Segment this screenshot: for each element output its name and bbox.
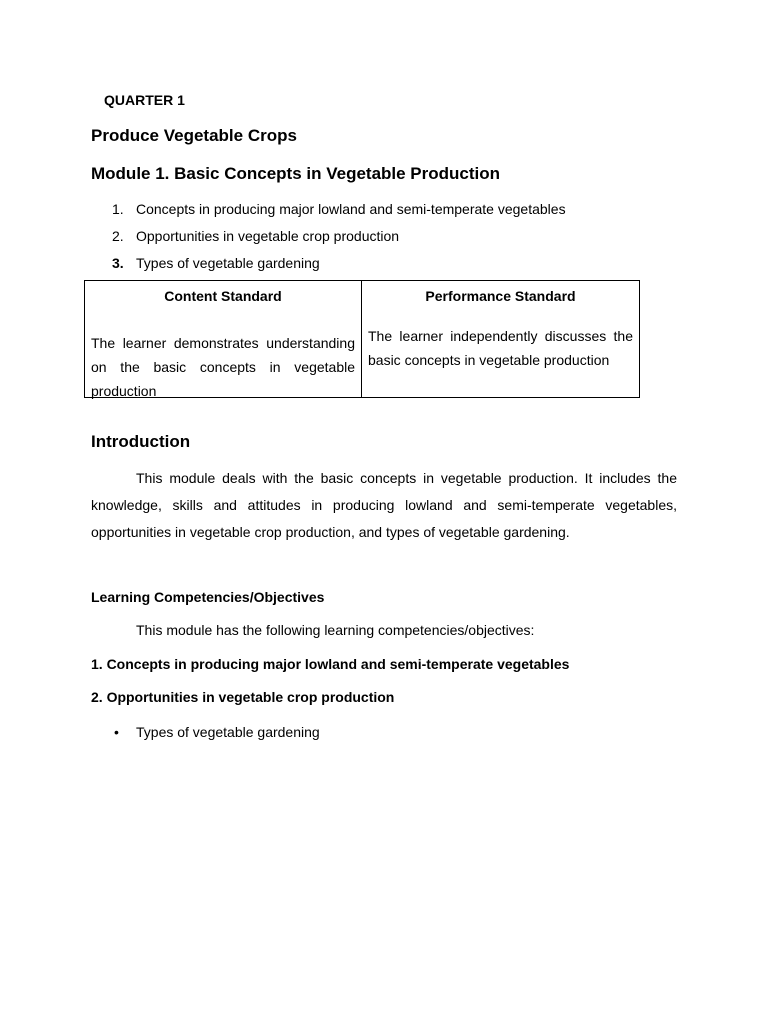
content-standard-text: The learner demonstrates understanding on the basic concepts in vegetable production	[91, 335, 355, 399]
standards-table	[84, 280, 640, 398]
performance-standard-text: The learner independently discusses the basic concepts in vegetable production	[368, 328, 633, 368]
learning-heading: Learning Competencies/Objectives	[91, 589, 325, 605]
content-standard-cell	[85, 281, 362, 398]
performance-standard-cell	[362, 281, 640, 398]
topic-number: 3.	[112, 255, 124, 271]
topic-number: 2.	[112, 228, 124, 244]
introduction-paragraph: This module deals with the basic concepts in vegetable production. It includes the knowledge, skills and attitudes in producing lowland and semi-temperate vegetables, opportunities in vegetable crop production, and types of vegetable gardening.	[91, 470, 677, 540]
introduction-heading: Introduction	[91, 432, 191, 451]
topic-text: Opportunities in vegetable crop production	[136, 228, 400, 244]
objective-item-1: 1. Concepts in producing major lowland and semi-temperate vegetables	[91, 656, 570, 672]
topic-text: Types of vegetable gardening	[136, 255, 320, 271]
performance-standard-header: Performance Standard	[425, 288, 576, 304]
module-title: Module 1. Basic Concepts in Vegetable Production	[91, 164, 501, 183]
content-standard-header: Content Standard	[164, 288, 282, 304]
bullet-item: Types of vegetable gardening	[136, 724, 320, 740]
objective-item-2: 2. Opportunities in vegetable crop production	[91, 689, 395, 705]
bullet-marker: •	[114, 724, 119, 740]
subject-title: Produce Vegetable Crops	[91, 126, 297, 145]
quarter-label: QUARTER 1	[104, 92, 185, 108]
objectives-intro: This module has the following learning competencies/objectives:	[136, 622, 535, 638]
topic-number: 1.	[112, 201, 124, 217]
topic-text: Concepts in producing major lowland and semi-temperate vegetables	[136, 201, 566, 217]
